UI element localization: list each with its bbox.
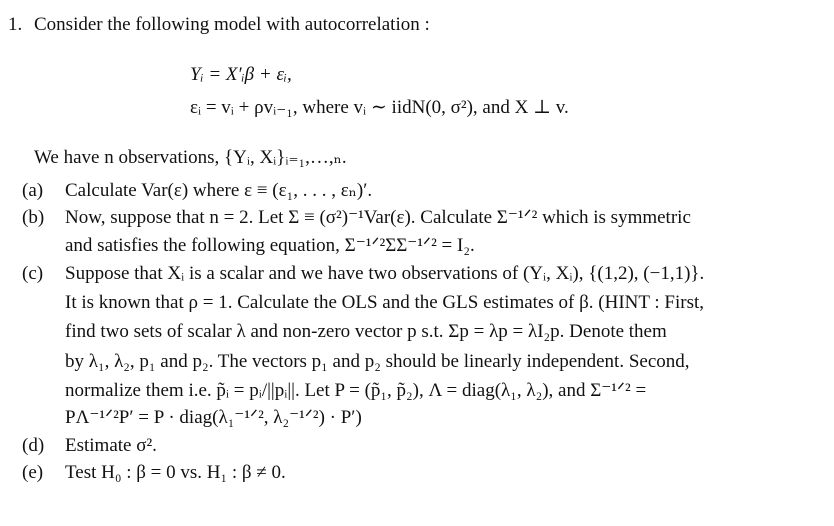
part-c-line-2: It is known that ρ = 1. Calculate the OLS and the GLS estimates of β. (HINT : First,: [65, 292, 705, 313]
problem-number: 1.: [8, 14, 23, 35]
observations-text: We have n observations, {Yᵢ, Xᵢ}ᵢ₌₁,…,ₙ.: [34, 147, 347, 168]
part-b-line-1: Now, suppose that n = 2. Let Σ ≡ (σ²)⁻¹Var(ε). Calculate Σ⁻¹ᐟ² which is symmetric: [65, 207, 691, 228]
part-d-text: Estimate σ².: [65, 435, 157, 456]
part-c-line-1: Suppose that Xᵢ is a scalar and we have two observations of (Yᵢ, Xᵢ), {(1,2), (−1,1)}.: [65, 263, 705, 284]
part-a-text: Calculate Var(ε) where ε ≡ (ε₁, . . . , εₙ)′.: [65, 180, 373, 201]
problem-intro: Consider the following model with autocorrelation :: [34, 14, 430, 35]
part-c-line-6: PΛ⁻¹ᐟ²P′ = P · diag(λ₁⁻¹ᐟ², λ₂⁻¹ᐟ²) · P′): [65, 407, 362, 428]
part-e-text: Test H₀ : β = 0 vs. H₁ : β ≠ 0.: [65, 462, 286, 483]
equation-2: εᵢ = vᵢ + ρvᵢ₋₁, where vᵢ ∼ iidN(0, σ²), and X ⊥ v.: [190, 97, 569, 118]
part-a-label: (a): [22, 180, 44, 201]
part-b-label: (b): [22, 207, 45, 228]
part-c-label: (c): [22, 263, 44, 284]
part-e-label: (e): [22, 462, 44, 483]
part-c-line-4: by λ₁, λ₂, p₁ and p₂. The vectors p₁ and p₂ should be linearly independent. Second,: [65, 351, 690, 372]
part-d-label: (d): [22, 435, 45, 456]
part-b-line-2: and satisfies the following equation, Σ⁻¹ᐟ²ΣΣ⁻¹ᐟ² = I₂.: [65, 235, 475, 256]
part-c-line-5: normalize them i.e. p̃ᵢ = pᵢ/||pᵢ||. Let P = (p̃₁, p̃₂), Λ = diag(λ₁, λ₂), and Σ⁻¹ᐟ² =: [65, 380, 647, 401]
part-c-line-3: find two sets of scalar λ and non-zero vector p s.t. Σp = λp = λI₂p. Denote them: [65, 321, 667, 342]
equation-1: Yᵢ = X′ᵢβ + εᵢ,: [190, 64, 292, 85]
